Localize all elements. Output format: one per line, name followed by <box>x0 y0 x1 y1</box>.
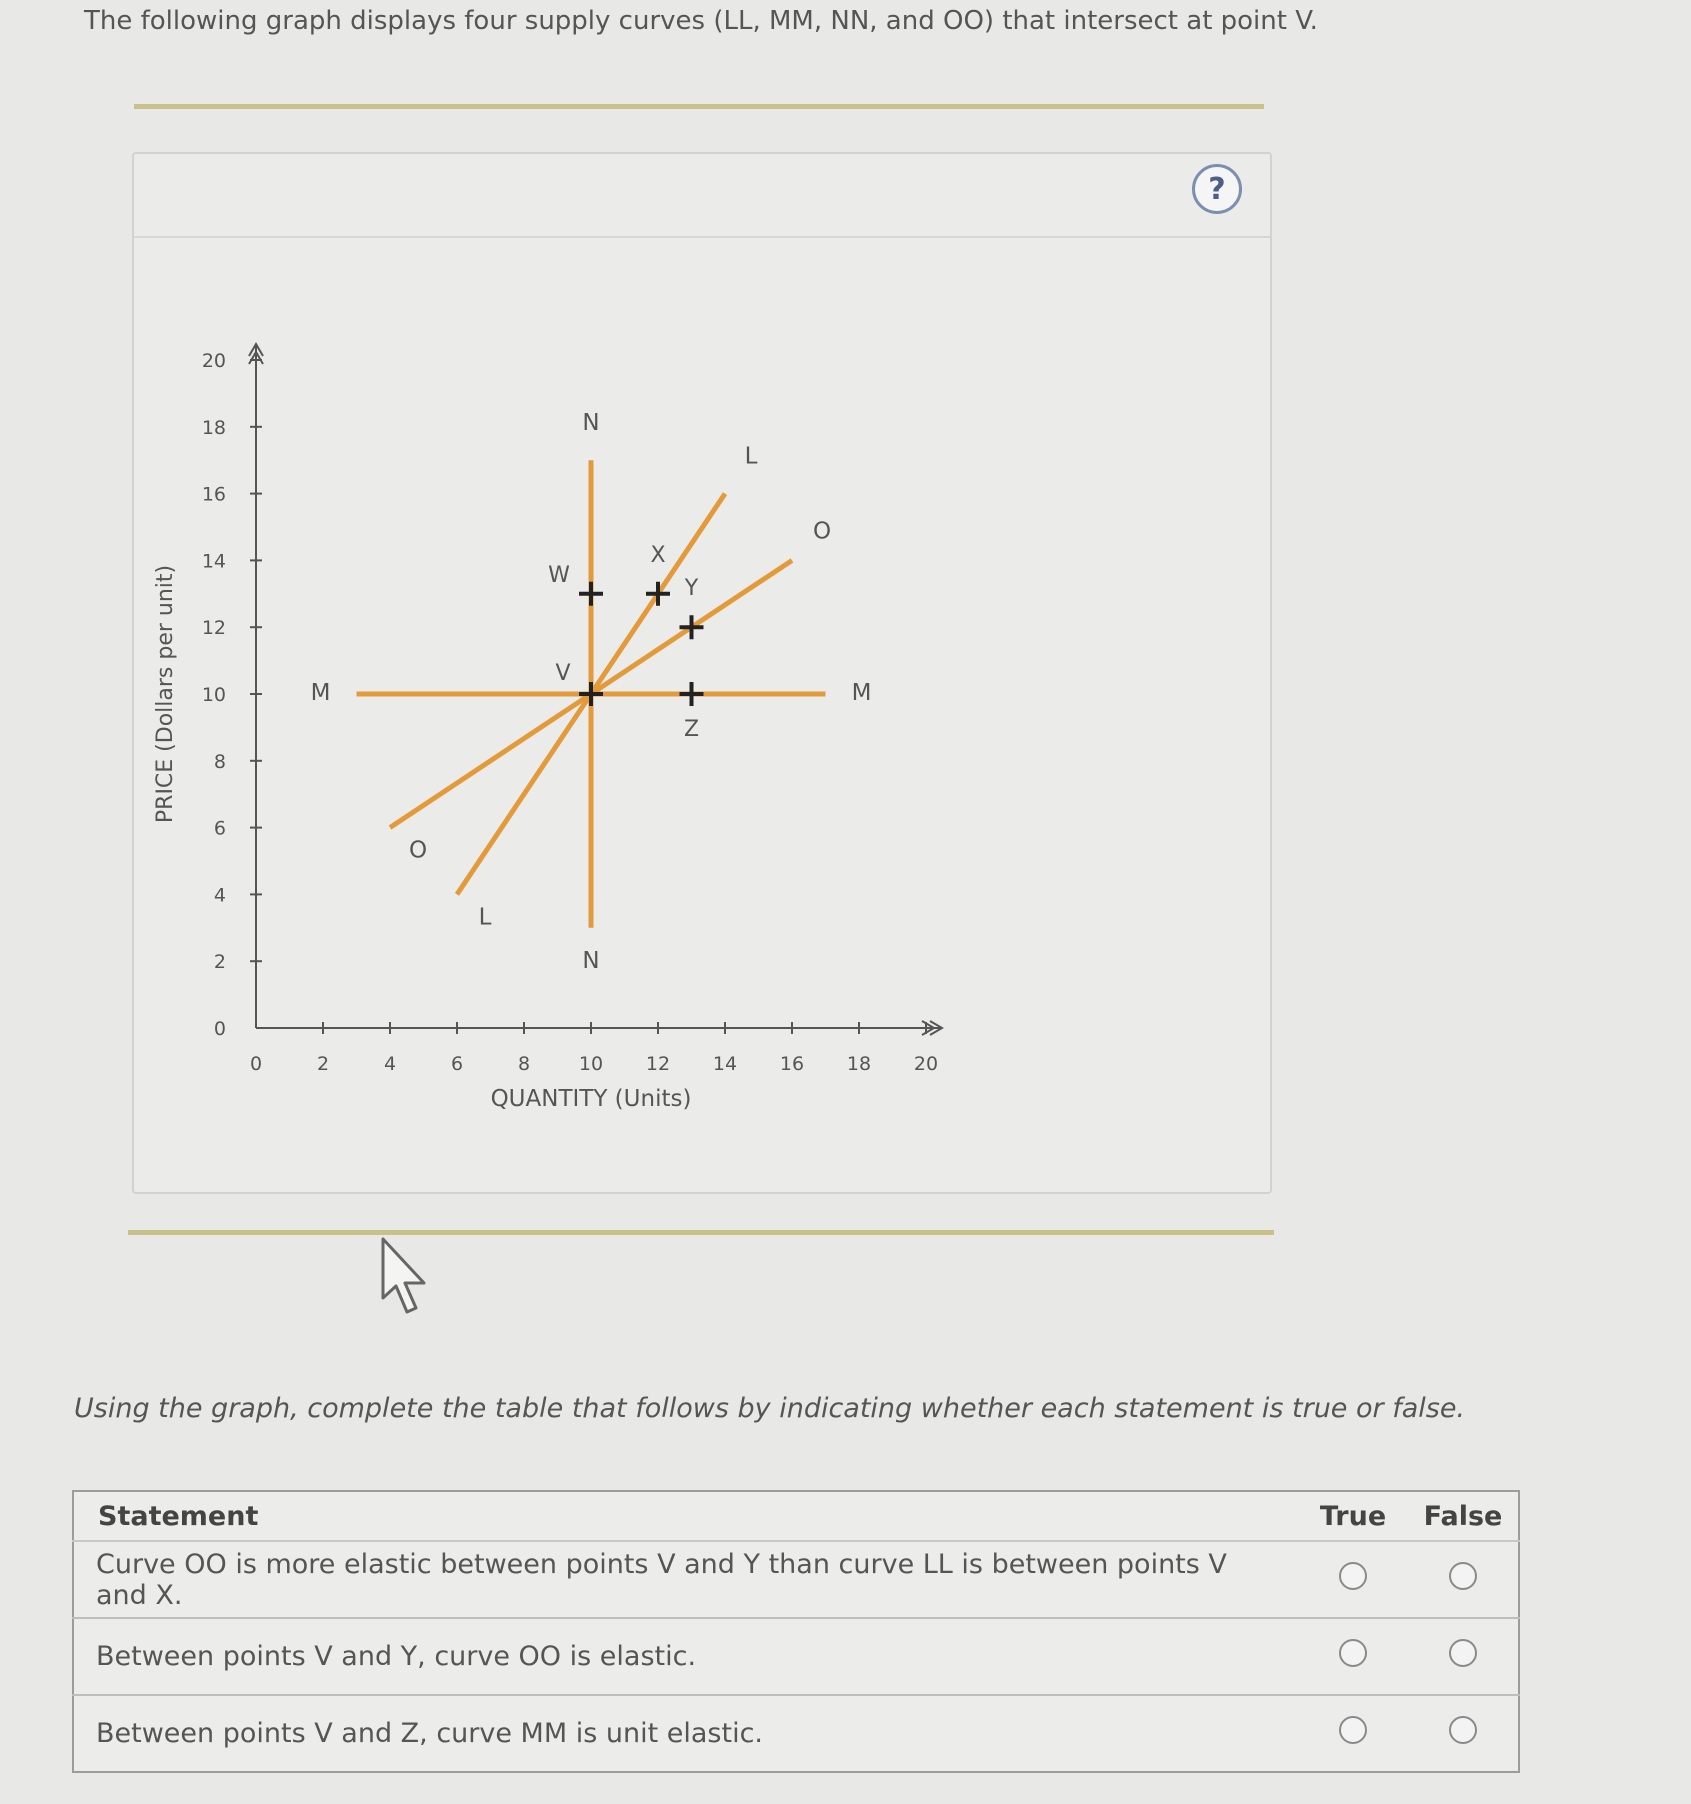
help-button[interactable]: ? <box>1192 164 1242 214</box>
table-row <box>73 1618 1519 1695</box>
statements-table <box>72 1490 1520 1773</box>
x-tick-label: 20 <box>913 1053 939 1075</box>
table-header-row <box>73 1491 1519 1541</box>
y-tick-label: 10 <box>201 684 226 706</box>
x-tick-label: 12 <box>645 1053 671 1075</box>
x-axis-label: QUANTITY (Units) <box>490 1086 692 1112</box>
y-tick-label: 16 <box>201 483 226 506</box>
point-label: V <box>555 661 571 686</box>
statement-text: Between points V and Z, curve MM is unit elastic. <box>73 1695 1298 1772</box>
statement-column-header: Statement <box>73 1491 1298 1541</box>
y-tick-label: 2 <box>213 951 226 974</box>
true-radio[interactable] <box>1339 1562 1367 1590</box>
point-label: W <box>548 562 570 588</box>
curve-label-start: M <box>310 680 331 706</box>
curve-label-start: N <box>582 947 600 974</box>
y-tick-label: 0 <box>213 1018 226 1040</box>
y-tick-label: 14 <box>201 550 226 573</box>
y-tick-label: 6 <box>213 817 226 840</box>
intro-text: The following graph displays four supply curves (LL, MM, NN, and OO) that intersect at point V. <box>84 6 1318 36</box>
point-label: X <box>650 542 666 568</box>
y-tick-label: 20 <box>201 350 226 372</box>
x-tick-label: 0 <box>249 1053 263 1075</box>
y-tick-label: 4 <box>213 884 226 907</box>
y-tick-label: 12 <box>201 617 226 640</box>
instructions-text: Using the graph, complete the table that follows by indicating whether each statement is true or false. <box>74 1393 1466 1424</box>
point-label: Y <box>684 576 699 602</box>
x-tick-label: 4 <box>383 1053 397 1075</box>
curve-label-start: O <box>408 837 428 864</box>
curve-label-end: O <box>812 518 832 545</box>
curve-label-end: L <box>744 443 758 470</box>
false-radio[interactable] <box>1449 1716 1477 1744</box>
y-tick-label: 18 <box>201 416 226 439</box>
curve-label-end: N <box>582 410 600 437</box>
statement-text: Curve OO is more elastic between points V and Y than curve LL is between points V and X. <box>73 1541 1298 1618</box>
x-tick-label: 16 <box>779 1053 805 1075</box>
true-column-header: True <box>1298 1491 1408 1541</box>
x-tick-label: 8 <box>517 1053 531 1075</box>
x-tick-label: 2 <box>316 1053 330 1075</box>
true-cell <box>1298 1541 1408 1618</box>
x-tick-label: 10 <box>578 1053 604 1075</box>
table-row <box>73 1695 1519 1772</box>
false-column-header: False <box>1408 1491 1519 1541</box>
true-radio[interactable] <box>1339 1716 1367 1744</box>
false-radio[interactable] <box>1449 1639 1477 1667</box>
x-tick-label: 14 <box>712 1053 738 1075</box>
point-label: Z <box>683 717 700 742</box>
false-radio[interactable] <box>1449 1562 1477 1590</box>
curve-label-end: M <box>851 680 872 706</box>
statement-text: Between points V and Y, curve OO is elastic. <box>73 1618 1298 1695</box>
false-cell <box>1408 1618 1519 1695</box>
table-row <box>73 1541 1519 1618</box>
point-marker-w <box>579 582 603 606</box>
mouse-cursor-icon <box>380 1236 430 1320</box>
y-axis-label: PRICE (Dollars per unit) <box>153 564 178 824</box>
x-tick-label: 6 <box>450 1053 464 1075</box>
bottom-divider <box>128 1230 1274 1235</box>
x-tick-label: 18 <box>846 1053 872 1075</box>
true-cell <box>1298 1695 1408 1772</box>
true-radio[interactable] <box>1339 1639 1367 1667</box>
false-cell <box>1408 1541 1519 1618</box>
y-tick-label: 8 <box>213 750 226 773</box>
curve-label-start: L <box>478 904 492 931</box>
true-cell <box>1298 1618 1408 1695</box>
false-cell <box>1408 1695 1519 1772</box>
point-marker-z <box>680 682 704 706</box>
